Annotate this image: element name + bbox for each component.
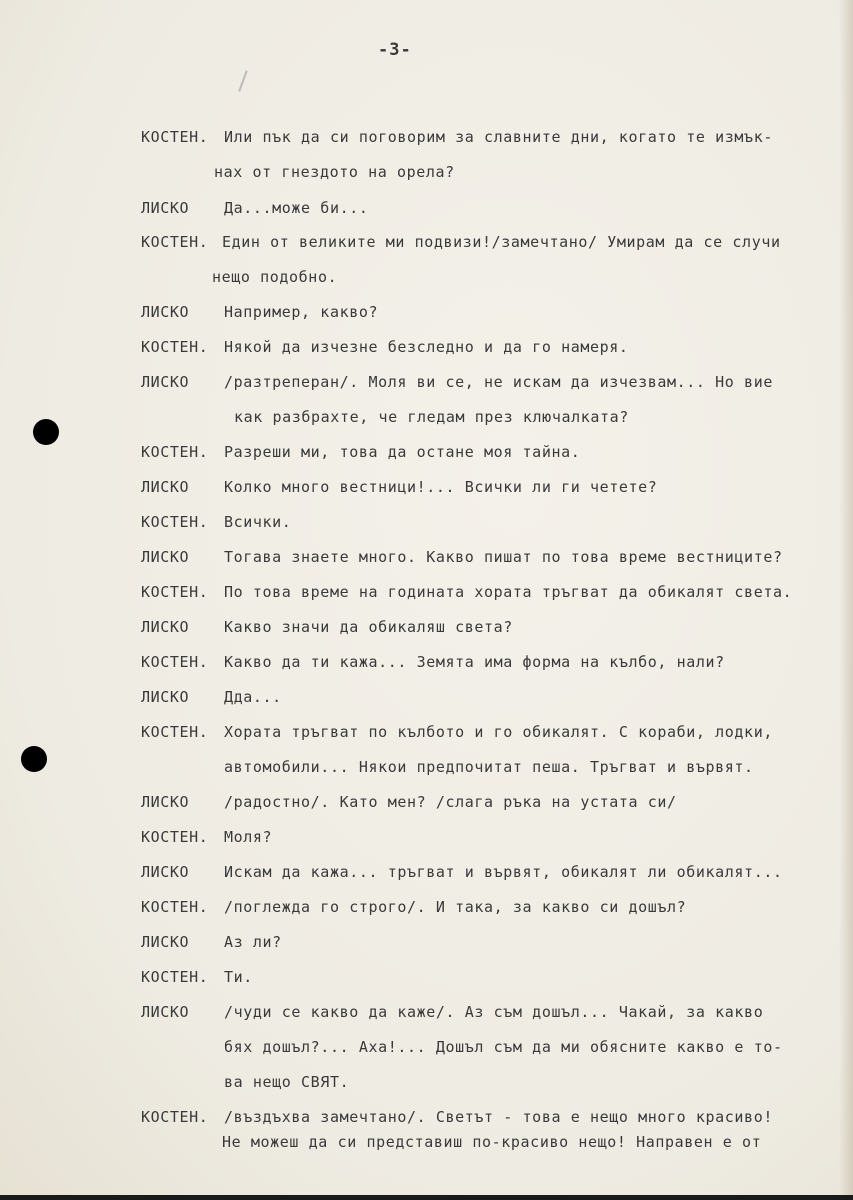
dialogue-text: Колко много вестници!... Всички ли ги четете? <box>224 478 658 496</box>
speaker-name: ЛИСКО <box>141 478 190 496</box>
dialogue-text: Моля? <box>224 828 273 846</box>
dialogue-text: Тогава знаете много. Какво пишат по това време вестниците? <box>224 548 783 566</box>
dialogue-text: Дда... <box>224 688 282 706</box>
page-number: -3- <box>378 40 412 60</box>
speaker-name: ЛИСКО <box>141 863 190 881</box>
speaker-name: КОСТЕН. <box>141 513 209 531</box>
speaker-name: КОСТЕН. <box>141 828 209 846</box>
speaker-name: ЛИСКО <box>141 793 190 811</box>
speaker-name: КОСТЕН. <box>141 1108 209 1126</box>
speaker-name: ЛИСКО <box>141 1003 190 1021</box>
dialogue-text: Някой да изчезне безследно и да го намеря. <box>224 338 629 356</box>
dialogue-text: ва нещо СВЯТ. <box>224 1073 350 1091</box>
speaker-name: КОСТЕН. <box>141 233 209 251</box>
speaker-name: КОСТЕН. <box>141 723 209 741</box>
dialogue-text: /радостно/. Като мен? /слага ръка на устата си/ <box>224 793 677 811</box>
dialogue-text: /въздъхва замечтано/. Светът - това е нещо много красиво! <box>224 1108 773 1126</box>
punch-hole-bottom <box>21 746 47 772</box>
speaker-name: ЛИСКО <box>141 303 190 321</box>
dialogue-text: Хората тръгват по кълбото и го обикалят. С кораби, лодки, <box>224 723 773 741</box>
dialogue-text: Разреши ми, това да остане моя тайна. <box>224 443 581 461</box>
speaker-name: ЛИСКО <box>141 199 190 217</box>
dialogue-text: Какво значи да обикаляш света? <box>224 618 513 636</box>
speaker-name: КОСТЕН. <box>141 968 209 986</box>
dialogue-text: Да...може би... <box>224 199 369 217</box>
dialogue-text: Искам да кажа... тръгват и вървят, обикалят ли обикалят... <box>224 863 783 881</box>
dialogue-text: Например, какво? <box>224 303 379 321</box>
dialogue-text: нах от гнездото на орела? <box>214 163 455 181</box>
pencil-mark <box>238 70 247 91</box>
dialogue-text: Един от великите ми подвизи!/замечтано/ Умирам да се случи <box>222 233 781 251</box>
speaker-name: КОСТЕН. <box>141 128 209 146</box>
dialogue-text: как разбрахте, че гледам през ключалката? <box>234 408 629 426</box>
dialogue-text: /разтреперан/. Моля ви се, не искам да изчезвам... Но вие <box>224 373 773 391</box>
speaker-name: ЛИСКО <box>141 688 190 706</box>
speaker-name: ЛИСКО <box>141 618 190 636</box>
speaker-name: ЛИСКО <box>141 933 190 951</box>
page-edge-shadow <box>839 0 853 1195</box>
punch-hole-top <box>33 419 59 445</box>
speaker-name: КОСТЕН. <box>141 338 209 356</box>
dialogue-text: нещо подобно. <box>212 268 338 286</box>
dialogue-text: автомобили... Някои предпочитат пеша. Тръгват и вървят. <box>224 758 754 776</box>
dialogue-text: По това време на годината хората тръгват да обикалят света. <box>224 583 793 601</box>
speaker-name: ЛИСКО <box>141 373 190 391</box>
dialogue-text: Всички. <box>224 513 292 531</box>
dialogue-text: /поглежда го строго/. И така, за какво си дошъл? <box>224 898 687 916</box>
dialogue-text: /чуди се какво да каже/. Аз съм дошъл... Чакай, за какво <box>224 1003 764 1021</box>
dialogue-text: Аз ли? <box>224 933 282 951</box>
speaker-name: КОСТЕН. <box>141 653 209 671</box>
speaker-name: КОСТЕН. <box>141 443 209 461</box>
dialogue-text: Ти. <box>224 968 253 986</box>
speaker-name: КОСТЕН. <box>141 583 209 601</box>
dialogue-text: бях дошъл?... Аха!... Дошъл съм да ми обясните какво е то- <box>224 1038 783 1056</box>
dialogue-text: Или пък да си поговорим за славните дни, когато те измък- <box>224 128 773 146</box>
speaker-name: КОСТЕН. <box>141 898 209 916</box>
speaker-name: ЛИСКО <box>141 548 190 566</box>
dialogue-text: Какво да ти кажа... Земята има форма на кълбо, нали? <box>224 653 725 671</box>
dialogue-text: Не можеш да си представиш по-красиво нещо! Направен е от <box>222 1133 762 1151</box>
